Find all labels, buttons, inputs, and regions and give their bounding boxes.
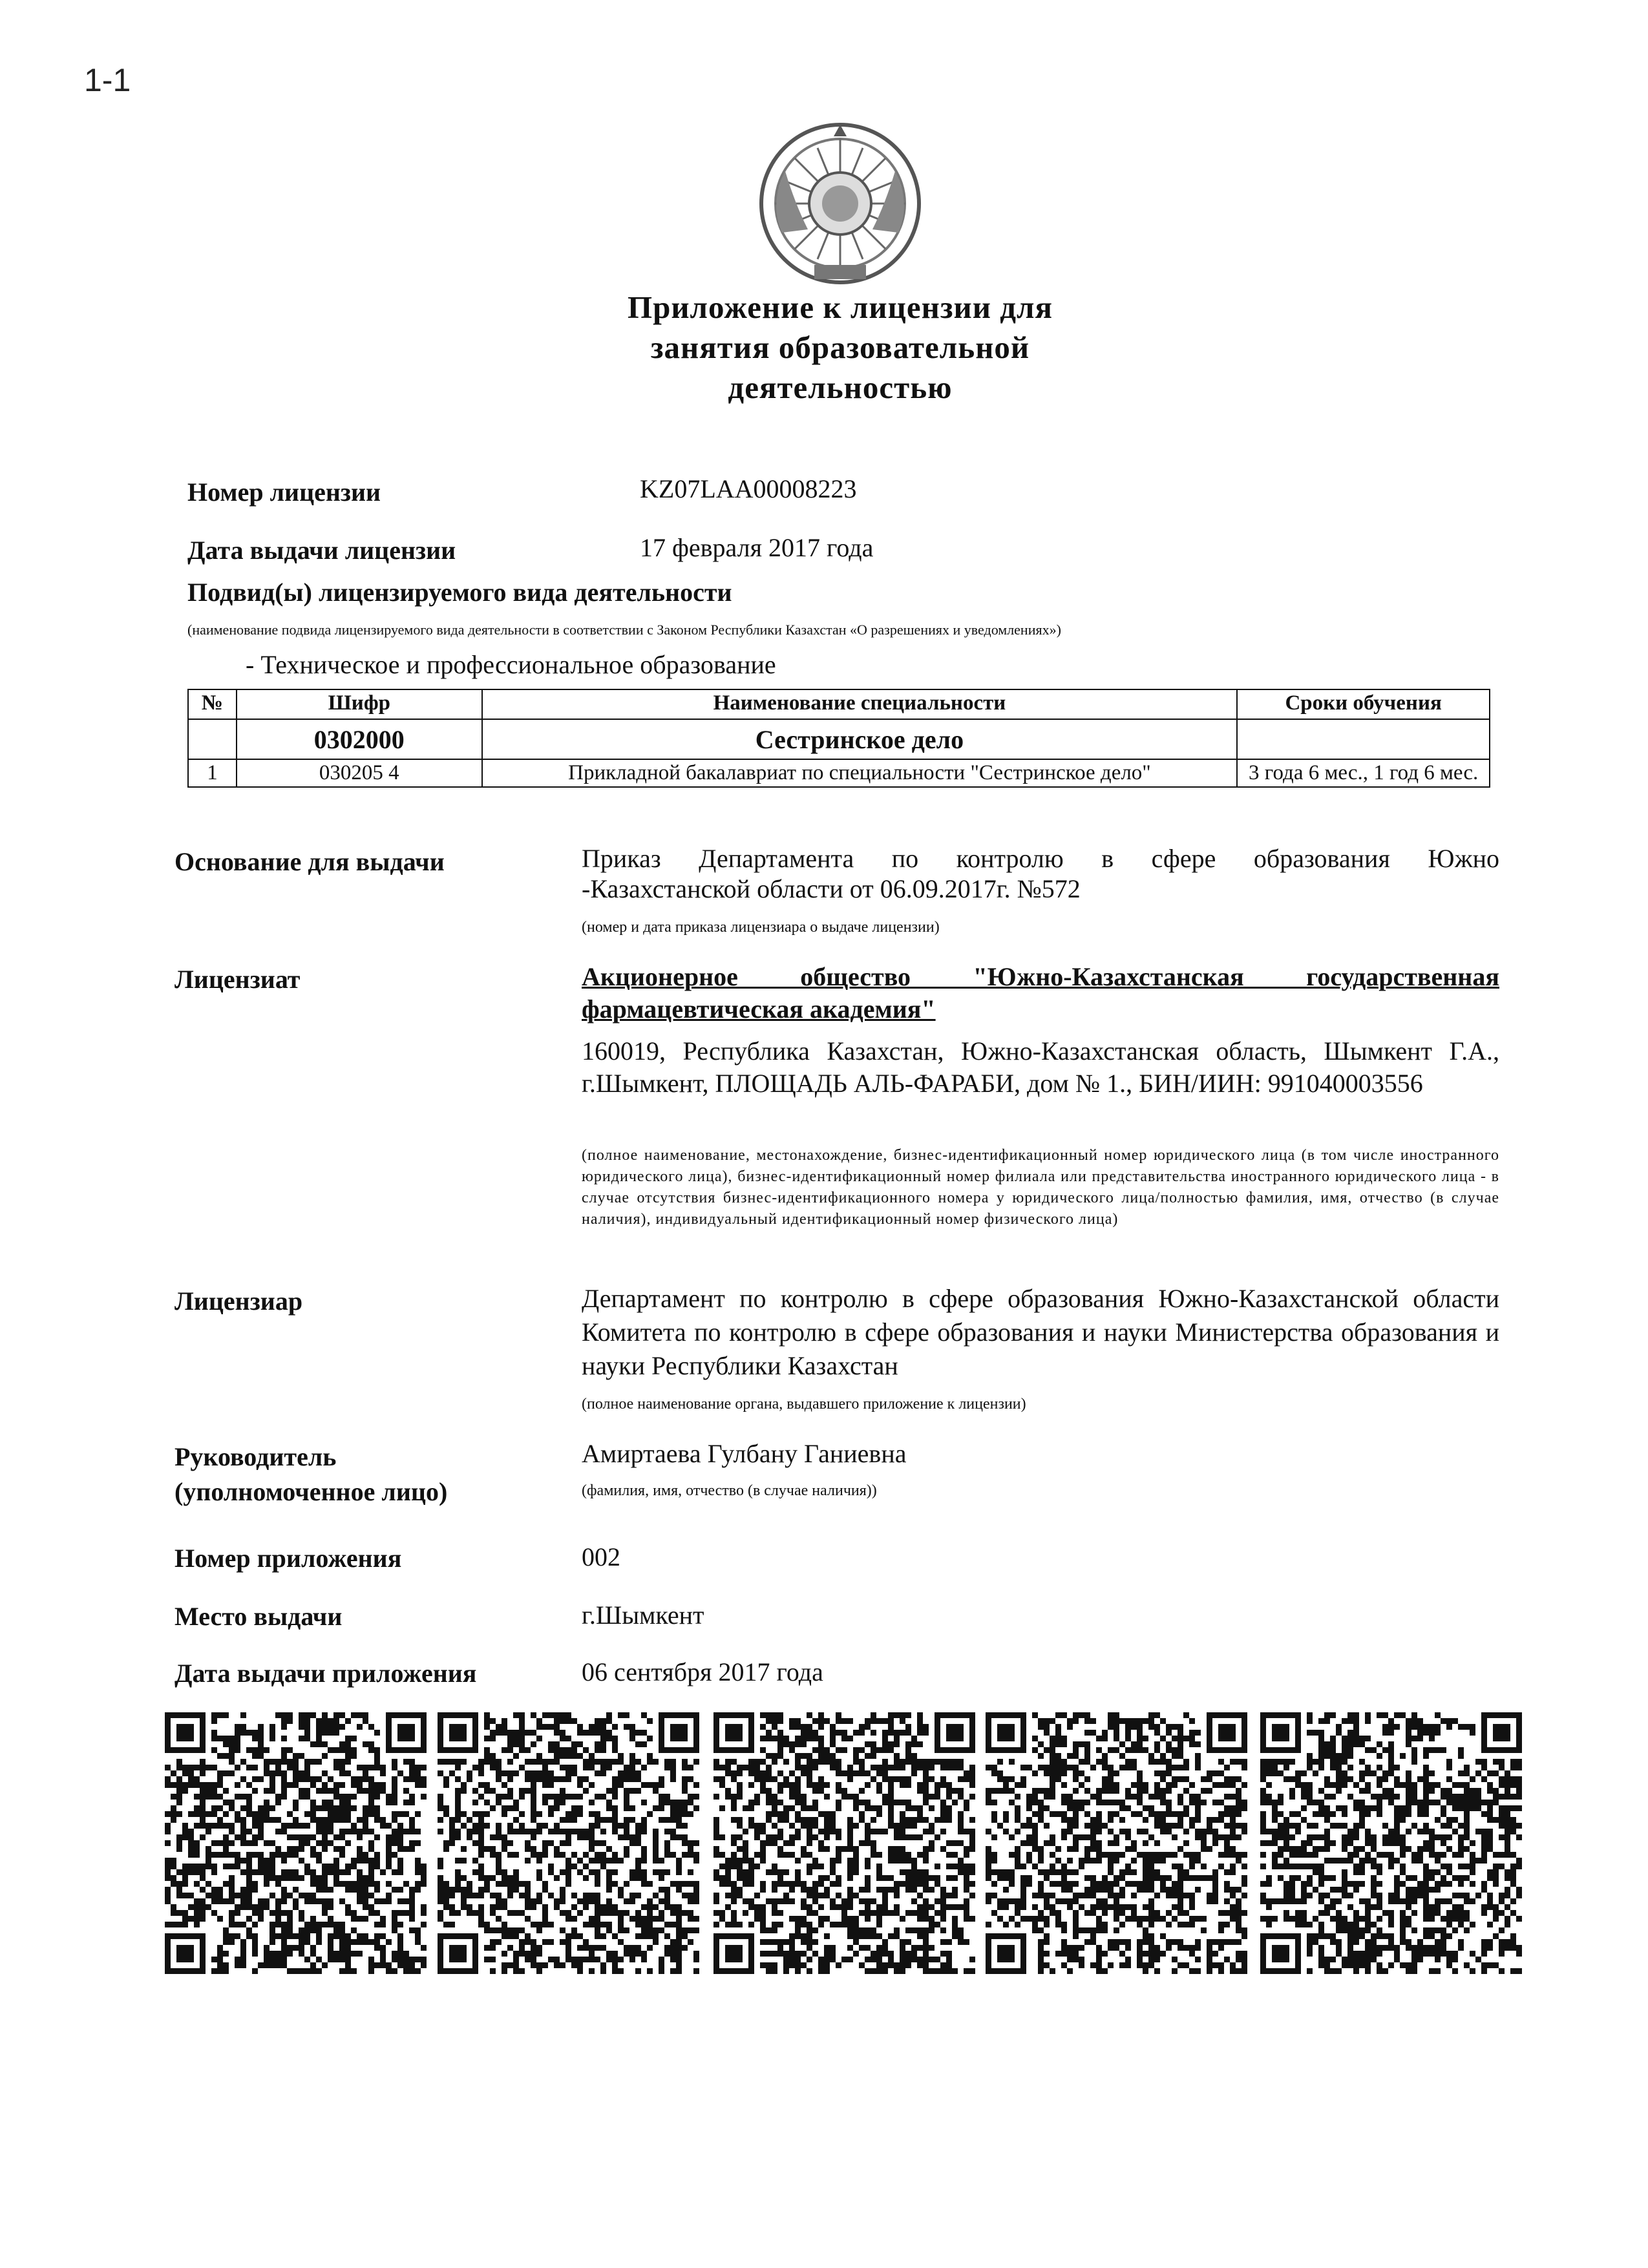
licensor-value: Департамент по контролю в сфере образования Южно-Казахстанской области Комитета по контролю в сфере образования и науки Министерства образования и науки Республики Казахстан <box>582 1284 1499 1380</box>
specialties-table <box>187 689 1490 788</box>
license-number-label: Номер лицензии <box>187 478 381 507</box>
appendix-number-value: 002 <box>582 1542 620 1571</box>
kazakhstan-state-emblem-icon <box>756 120 924 288</box>
licensee-address: 160019, Республика Казахстан, Южно-Казахстанская область, Шымкент Г.А., г.Шымкент, ПЛОЩАДЬ АЛЬ-ФАРАБИ, дом № 1., БИН/ИИН: 991040003556 <box>582 1036 1499 1098</box>
place-label: Место выдачи <box>174 1602 343 1631</box>
basis-note: (номер и дата приказа лицензиара о выдаче лицензии) <box>582 919 940 936</box>
appendix-number-label: Номер приложения <box>174 1544 402 1573</box>
title-line: занятия образовательной <box>650 330 1030 365</box>
table-row <box>188 759 1490 787</box>
subtype-value: - Техническое и профессиональное образование <box>246 650 776 679</box>
basis-value <box>582 843 1499 904</box>
subtype-label: Подвид(ы) лицензируемого вида деятельности <box>187 578 732 607</box>
group-name: Сестринское дело <box>482 719 1238 759</box>
licensee-note: (полное наименование, местонахождение, бизнес-идентификационный номер юридического лица (в том числе иностранного юридического лица), бизнес-идентификационный номер филиала или представительства иностранного юридического лица - в случае отсутствия бизнес-идентификационного номера у юридического лица/полностью фамилия, имя, отчество (в случае наличия), индивидуальный идентификационный номер физического лица) <box>582 1147 1499 1228</box>
table-group-row <box>188 719 1490 759</box>
qr-code-icon <box>713 1712 975 1974</box>
row-term: 3 года 6 мес., 1 год 6 мес. <box>1237 759 1490 787</box>
subtype-note: (наименование подвида лицензируемого вида деятельности в соответствии с Законом Республики Казахстан «О разрешениях и уведомлениях») <box>187 622 1061 638</box>
page-title <box>501 288 1179 408</box>
basis-label: Основание для выдачи <box>174 847 445 876</box>
head-label <box>174 1440 447 1509</box>
qr-code-strip <box>165 1712 1522 1984</box>
head-value: Амиртаева Гулбану Ганиевна <box>582 1439 907 1468</box>
license-date-label: Дата выдачи лицензии <box>187 536 456 565</box>
table-header-row <box>188 689 1490 719</box>
group-code: 0302000 <box>237 719 482 759</box>
col-header-term: Сроки обучения <box>1237 689 1490 719</box>
licensee-name: Акционерное общество "Южно-Казахстанская государственная фармацевтическая академия" <box>582 962 1499 1024</box>
place-value: г.Шымкент <box>582 1601 704 1630</box>
licensor-label: Лицензиар <box>174 1286 303 1316</box>
license-date-value: 17 февраля 2017 года <box>640 533 874 562</box>
license-number-value: KZ07LAA00008223 <box>640 474 857 503</box>
row-num: 1 <box>188 759 237 787</box>
qr-code-icon <box>1260 1712 1522 1974</box>
head-note: (фамилия, имя, отчество (в случае наличия)) <box>582 1482 877 1499</box>
row-name: Прикладной бакалавриат по специальности "Сестринское дело" <box>482 759 1238 787</box>
appendix-date-label: Дата выдачи приложения <box>174 1659 477 1688</box>
page-marker: 1-1 <box>84 62 131 98</box>
col-header-name: Наименование специальности <box>482 689 1238 719</box>
basis-line: Приказ Департамента по контролю в сфере образования Южно <box>582 844 1499 873</box>
basis-line: -Казахстанской области от 06.09.2017г. №572 <box>582 874 1081 903</box>
licensor-note: (полное наименование органа, выдавшего приложение к лицензии) <box>582 1396 1026 1412</box>
row-code: 030205 4 <box>237 759 482 787</box>
head-label-line: Руководитель <box>174 1442 337 1471</box>
col-header-code: Шифр <box>237 689 482 719</box>
title-line: Приложение к лицензии для <box>627 289 1053 325</box>
title-line: деятельностью <box>728 370 953 405</box>
qr-code-icon <box>165 1712 427 1974</box>
head-label-line: (уполномоченное лицо) <box>174 1477 448 1506</box>
qr-code-icon <box>438 1712 699 1974</box>
licensee-label: Лицензиат <box>174 965 301 994</box>
col-header-num: № <box>188 689 237 719</box>
qr-code-icon <box>986 1712 1247 1974</box>
appendix-date-value: 06 сентября 2017 года <box>582 1657 823 1686</box>
